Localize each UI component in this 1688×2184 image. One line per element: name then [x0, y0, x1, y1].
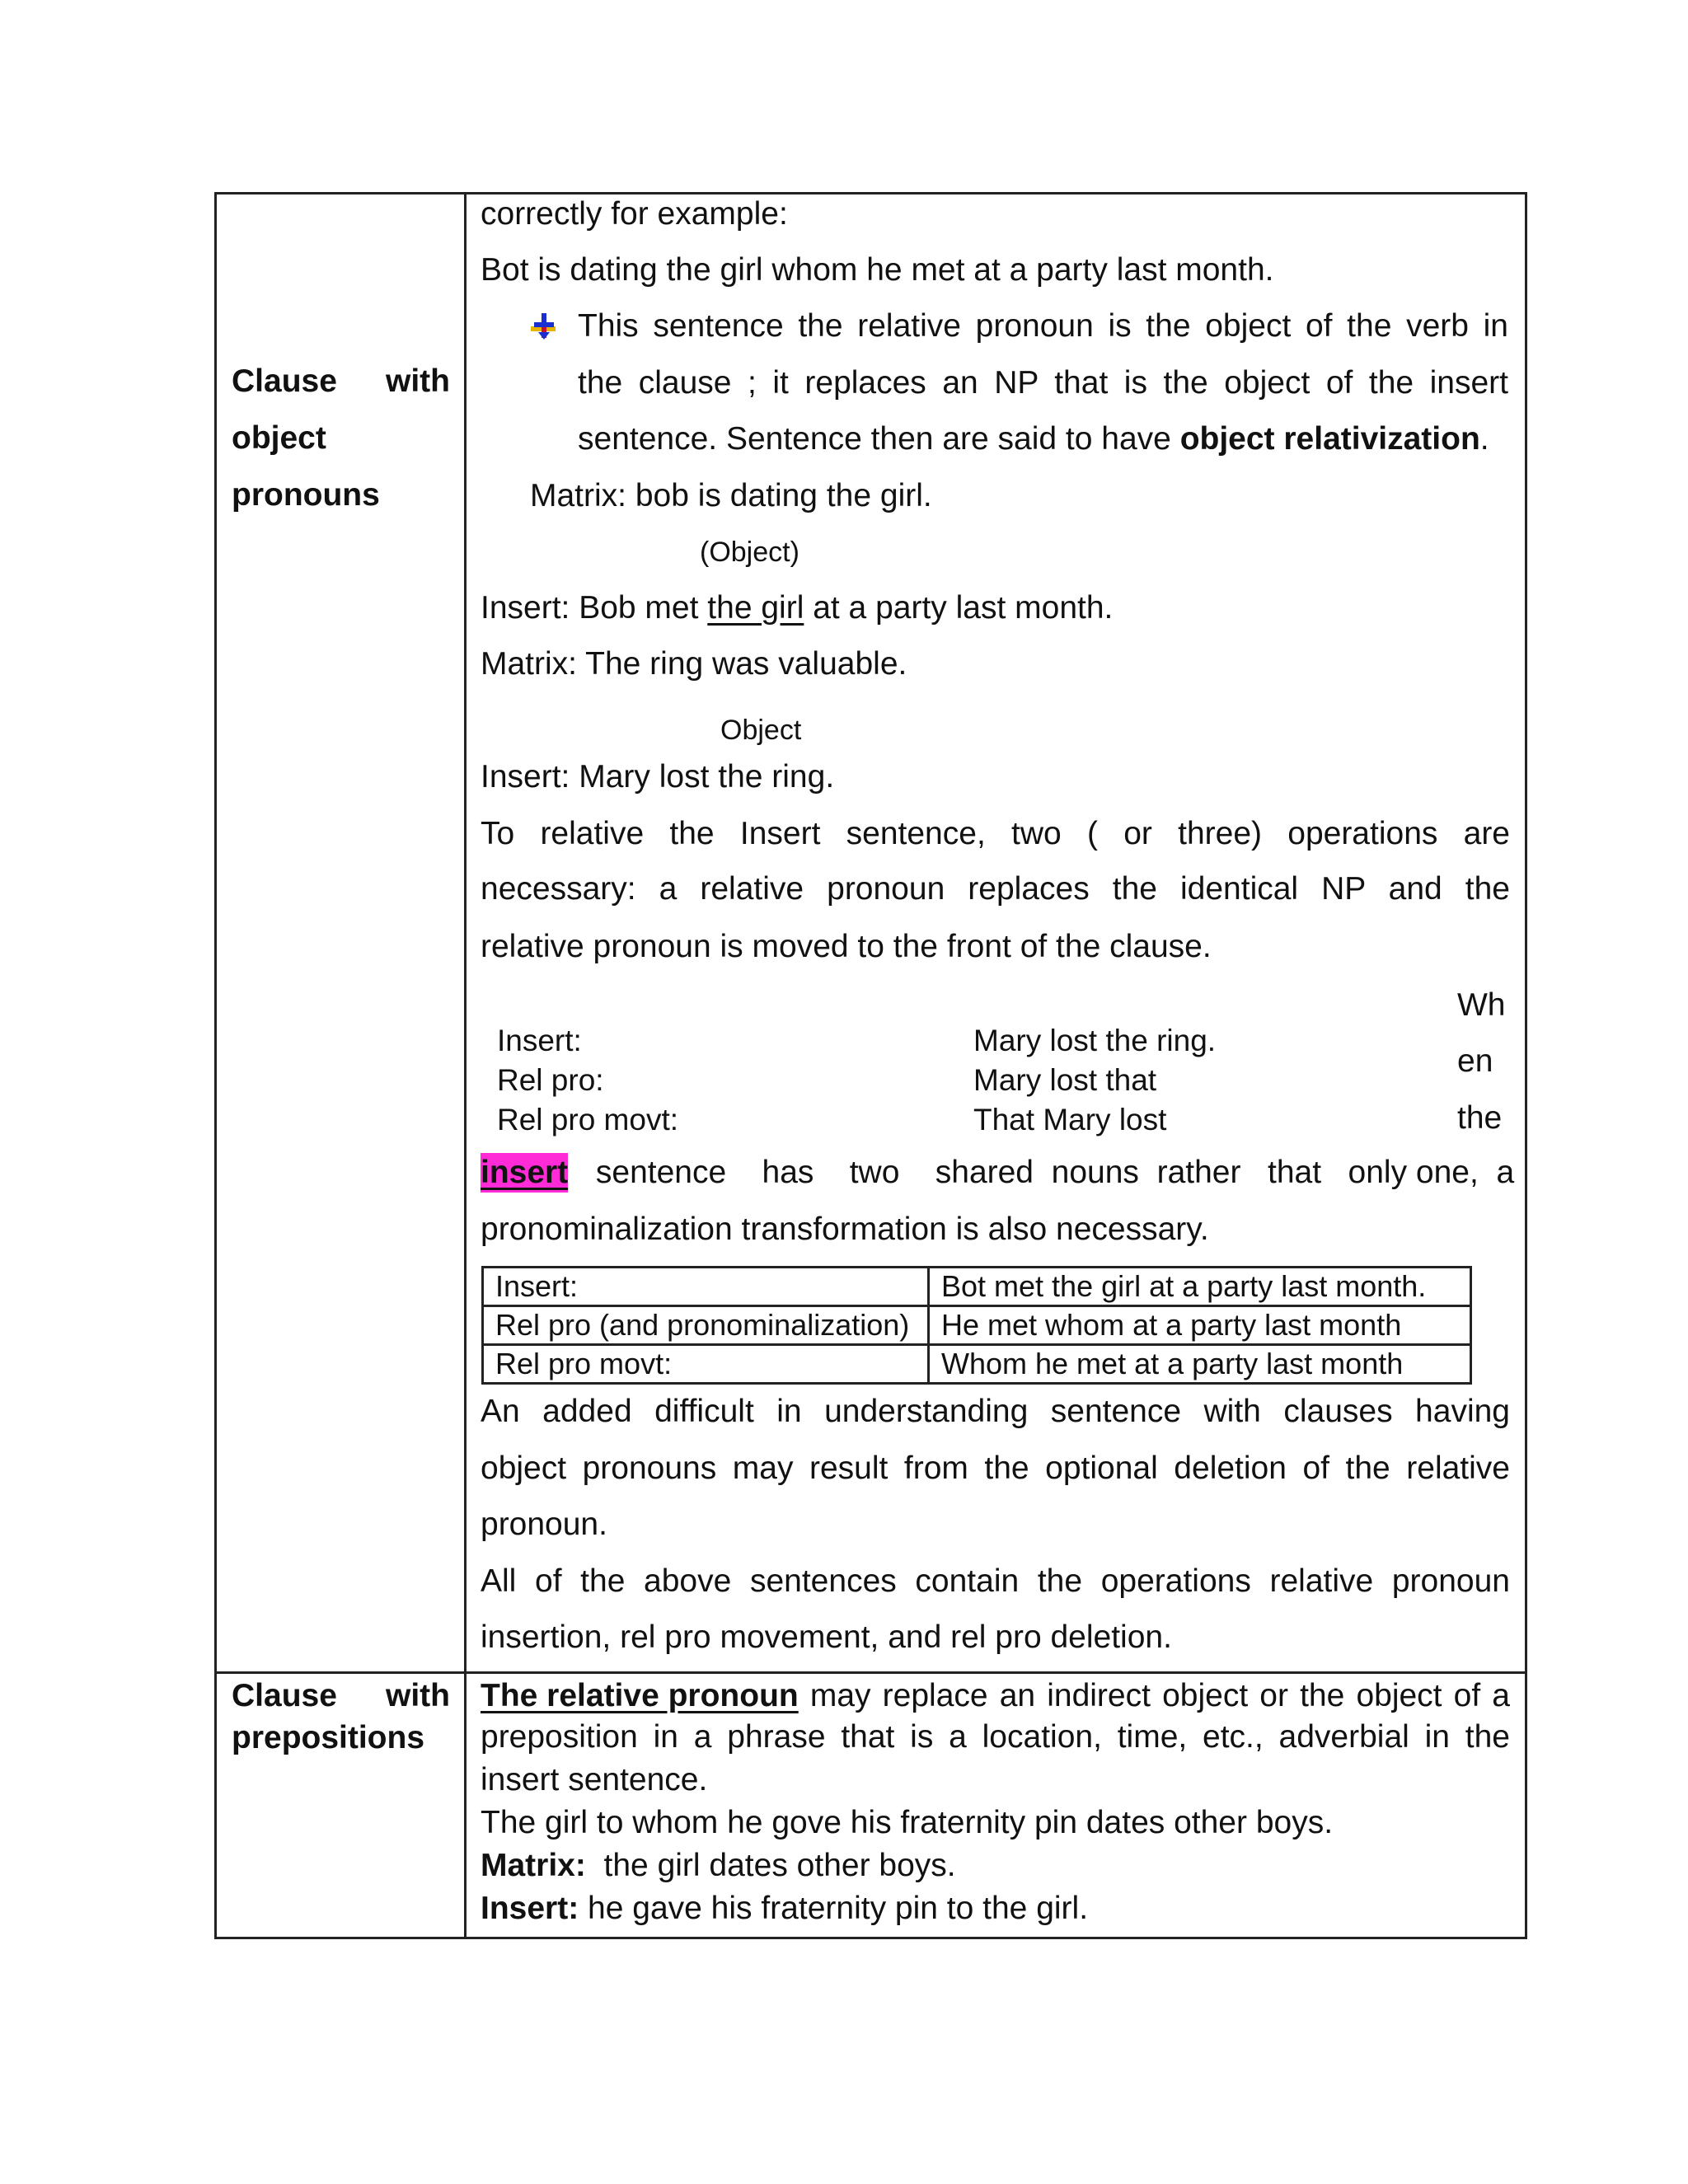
table-column-divider	[464, 192, 467, 1939]
table-cell-label: Rel pro movt:	[483, 1345, 929, 1384]
bullet-text: the clause ; it replaces an NP that is the object of the insert	[578, 365, 1508, 401]
table-cell-value: He met whom at a party last month	[929, 1306, 1471, 1345]
paragraph-line: All of the above sentences contain the operations relative pronoun	[481, 1563, 1510, 1599]
wrapped-word: the	[1457, 1100, 1503, 1136]
paragraph-line: insertion, rel pro movement, and rel pro deletion.	[481, 1619, 1172, 1655]
paragraph-line: preposition in a phrase that is a location, time, etc., adverbial in the	[481, 1719, 1510, 1755]
paragraph-line: object pronouns may result from the optional deletion of the relative	[481, 1451, 1510, 1486]
table-cell-value: Bot met the girl at a party last month.	[929, 1268, 1471, 1306]
table-cell-value: Whom he met at a party last month	[929, 1345, 1471, 1384]
row-label-prepositions	[232, 1675, 450, 1759]
label-text: object	[232, 420, 326, 456]
table-row	[483, 1345, 1471, 1384]
step-value: Mary lost the ring.	[973, 1024, 1217, 1057]
bullet-text: sentence. Sentence then are said to have object relativization.	[578, 421, 1489, 457]
label-text: pronouns	[232, 477, 380, 513]
step-value: Mary lost that	[973, 1063, 1157, 1097]
label-text: with	[386, 1678, 450, 1713]
bullet-text: This sentence the relative pronoun is the object of the verb in	[578, 308, 1508, 344]
example-sentence: The girl to whom he gove his fraternity pin dates other boys.	[481, 1805, 1334, 1840]
label-text: Clause	[232, 1678, 337, 1713]
table-row-divider	[214, 1671, 1527, 1674]
text-line: correctly for example:	[481, 196, 788, 232]
paragraph-line: insert sentence.	[481, 1762, 708, 1797]
wrapped-word: Wh	[1457, 987, 1506, 1023]
paragraph-line: To relative the Insert sentence, two ( or three) operations are	[481, 816, 1510, 851]
bold-term: object relativization	[1179, 421, 1480, 457]
table-top-border	[214, 192, 1527, 194]
insert-line: Insert: Mary lost the ring.	[481, 759, 835, 794]
table-cell-label: Rel pro (and pronominalization)	[483, 1306, 929, 1345]
plus-arrow-bullet-icon	[528, 310, 560, 343]
matrix-line: Matrix: bob is dating the girl.	[530, 478, 932, 513]
step-value: That Mary lost	[973, 1103, 1167, 1137]
label-text: Clause	[232, 363, 337, 399]
paragraph-line: pronoun.	[481, 1507, 607, 1542]
underlined-term: The relative pronoun	[481, 1678, 799, 1713]
insert-line: Insert: he gave his fraternity pin to the girl.	[481, 1891, 1089, 1926]
paragraph-line: An added difficult in understanding sentence with clauses having	[481, 1394, 1510, 1429]
paragraph-line: pronominalization transformation is also necessary.	[481, 1212, 1209, 1247]
object-annotation: (Object)	[700, 537, 799, 568]
paragraph-line: necessary: a relative pronoun replaces the identical NP and the	[481, 871, 1510, 907]
paragraph-line: insert sentence has two shared nouns rather that only one, a	[481, 1153, 1510, 1193]
table-left-border	[214, 192, 217, 1939]
paragraph-line: relative pronoun is moved to the front of the clause.	[481, 929, 1212, 964]
table-right-border	[1525, 192, 1527, 1939]
derivation-table	[481, 1266, 1472, 1385]
label-text: with	[386, 363, 450, 399]
row-label-object-pronouns	[232, 353, 450, 523]
underlined-np: the girl	[707, 590, 804, 626]
matrix-line: Matrix: the girl dates other boys.	[481, 1848, 956, 1883]
matrix-line: Matrix: The ring was valuable.	[481, 646, 907, 682]
step-label: Rel pro movt:	[497, 1103, 679, 1137]
table-row	[483, 1268, 1471, 1306]
paragraph-line: The relative pronoun may replace an indirect object or the object of a	[481, 1675, 1510, 1717]
highlighted-word: insert	[481, 1153, 568, 1193]
step-label: Insert:	[497, 1024, 582, 1057]
example-sentence: Bot is dating the girl whom he met at a party last month.	[481, 252, 1274, 288]
label-text: prepositions	[232, 1720, 425, 1755]
insert-line: Insert: Bob met the girl at a party last month.	[481, 590, 1114, 626]
table-bottom-border	[214, 1937, 1527, 1939]
table-cell-label: Insert:	[483, 1268, 929, 1306]
object-annotation: Object	[720, 715, 802, 746]
table-row	[483, 1306, 1471, 1345]
wrapped-word: en	[1457, 1043, 1493, 1079]
step-label: Rel pro:	[497, 1063, 604, 1097]
